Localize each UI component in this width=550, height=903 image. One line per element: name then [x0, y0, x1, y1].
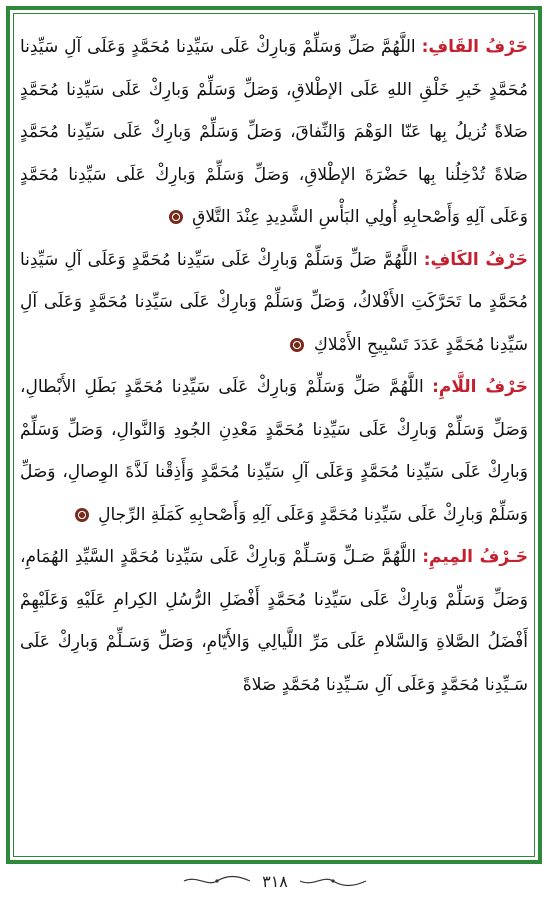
section-qaf [20, 26, 528, 239]
page-text [20, 26, 528, 854]
section-lam [20, 366, 528, 536]
section-text: اللَّهُمَّ صَلِّ وَسَلِّمْ وَبارِكْ عَلَى سَيِّدِنا مُحَمَّدٍ وَعَلَى آلِ سَيِّدِنا مُحَمَّدٍ ما تَحَرَّكَتِ الأَفْلاكُ، وَصَلِّ وَسَلِّمْ وَبارِكْ عَلَى سَيِّدِنا مُحَمَّدٍ وَعَلَى آلِ سَيِّدِنا مُحَمَّدٍ عَدَدَ تَسْبِيحِ الأَمْلاكِ [20, 249, 528, 355]
section-mim [20, 536, 528, 706]
page-number: ٣١٨ [262, 871, 288, 891]
flourish-left-icon [182, 875, 252, 887]
end-of-section-ornament-icon [169, 210, 183, 224]
end-of-section-ornament-icon [75, 508, 89, 522]
flourish-right-icon [298, 875, 368, 887]
section-kaf [20, 239, 528, 367]
section-heading: حَـرْفُ المِيمِ: [422, 547, 528, 567]
section-heading: حَرْفُ الكَافِ: [423, 249, 528, 270]
section-text: اللَّهُمَّ صَـلِّ وَسَـلِّمْ وَبارِكْ عَلَى سَيِّدِنا مُحَمَّدٍ السَّيِّدِ الهُمَامِ، وَصَلِّ وَسَلِّمْ وَبارِكْ عَلَى سَيِّدِنا مُحَمَّدٍ أَفْضَلِ الرُّسُلِ الكِرامِ عَلَيْهِ وَعَلَيْهِمْ أَفْضَلُ الصَّلاةِ وَالسَّلامِ عَلَى مَرِّ اللَّيالِي وَالأَيّامِ، وَصَلِّ وَسَـلِّمْ وَبارِكْ عَلَى سَـيِّدِنا مُحَمَّدٍ وَعَلَى آلِ سَـيِّدِنا مُحَمَّدٍ صَلاةً [20, 547, 528, 695]
section-heading: حَرْفُ القَافِ: [421, 37, 528, 57]
section-heading: حَرْفُ اللَّامِ: [432, 377, 528, 397]
page-footer [0, 866, 550, 896]
end-of-section-ornament-icon [290, 338, 304, 352]
section-text: اللَّهُمَّ صَلِّ وَسَلِّمْ وَبارِكْ عَلَى سَيِّدِنا مُحَمَّدٍ وَعَلَى آلِ سَيِّدِنا مُحَمَّدٍ خَيرِ خَلْقِ اللهِ عَلَى الإطْلاقِ، وَصَلِّ وَسَلِّمْ وَبارِكْ عَلَى سَيِّدِنا مُحَمَّدٍ صَلاةً تُزيلُ بِها عَنّا الوَهْمَ وَالنِّفاقَ، وَصَلِّ وَسَلِّمْ وَبارِكْ عَلَى سَيِّدِنا مُحَمَّدٍ صَلاةً تُدْخِلُنا بِها حَضْرَةَ الإطْلاقِ، وَصَلِّ وَسَلِّمْ وَبارِكْ عَلَى سَيِّدِنا مُحَمَّدٍ وَعَلَى آلِهِ وَأَصْحابِهِ أُولِي البَأْسِ الشَّدِيدِ عِنْدَ التَّلاقِ [20, 37, 528, 227]
section-text: اللَّهُمَّ صَلِّ وَسَلِّمْ وَبارِكْ عَلَى سَيِّدِنا مُحَمَّدٍ بَطَلِ الأَبْطالِ، وَصَلِّ وَسَلِّمْ وَبارِكْ عَلَى سَيِّدِنا مُحَمَّدٍ مَعْدِنِ الجُودِ وَالنَّوالِ، وَصَلِّ وَسَلِّمْ وَبارِكْ عَلَى سَيِّدِنا مُحَمَّدٍ وَعَلَى آلِ سَيِّدِنا مُحَمَّدٍ وَأَذِقْنا لَذَّةَ الوِصالِ، وَصَلِّ وَسَلِّمْ وَبارِكْ عَلَى سَيِّدِنا مُحَمَّدٍ وَعَلَى آلِهِ وَأَصْحابِهِ كَمَلَةِ الرِّجالِ [20, 377, 528, 525]
